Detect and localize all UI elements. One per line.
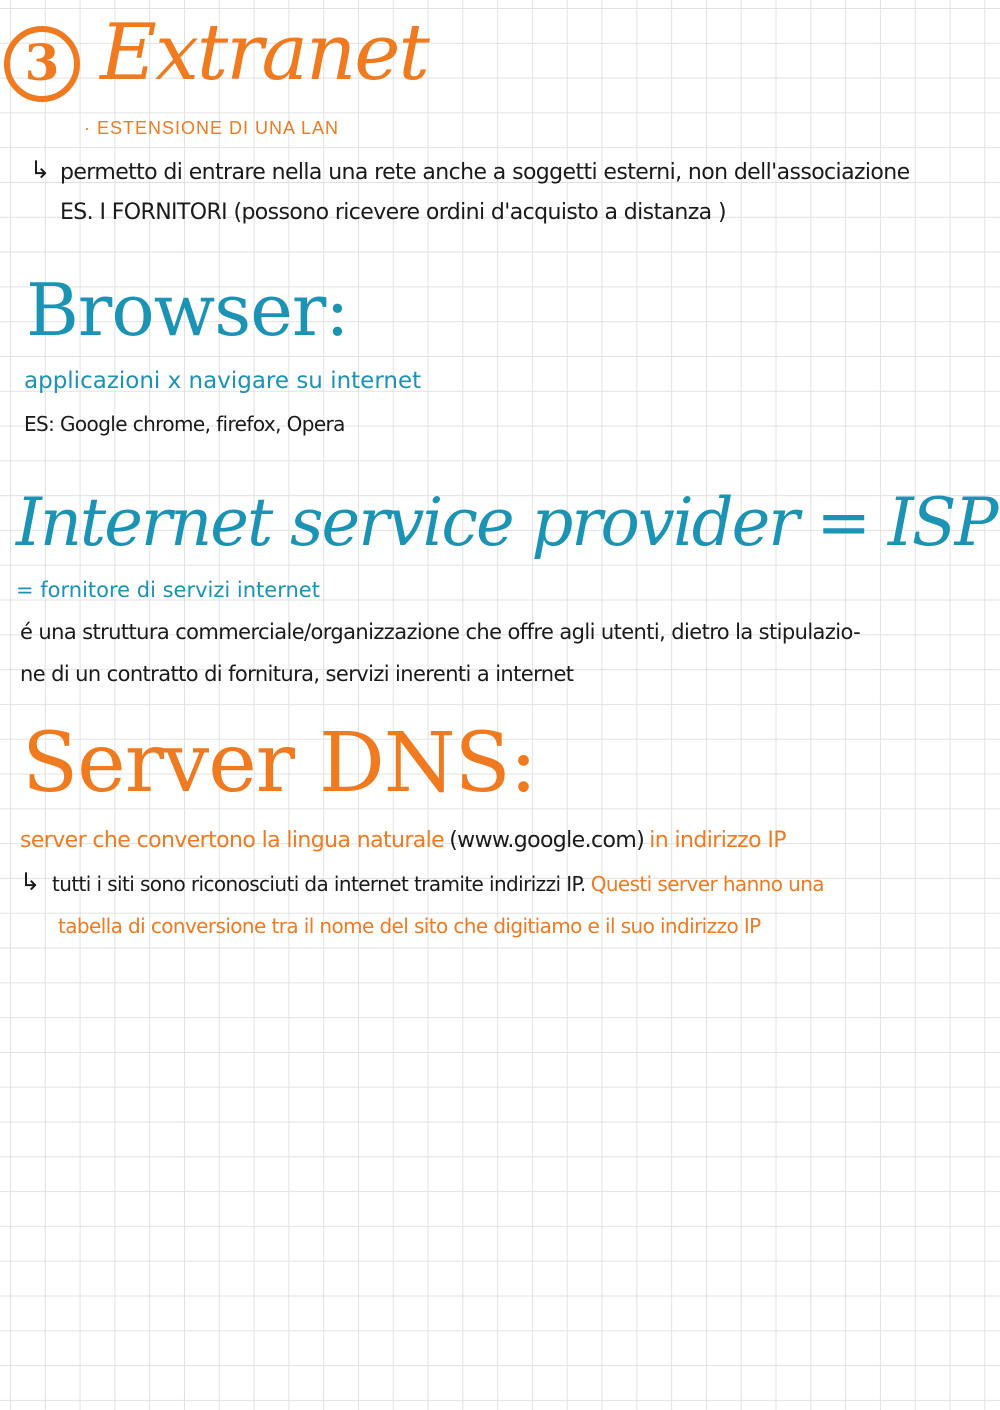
return-arrow-icon: ↳ xyxy=(30,156,51,184)
extranet-line-1: permetto di entrare nella una rete anche a soggetti esterni, non dell'associazione xyxy=(60,160,910,185)
dns-line-2-part-b: Questi server hanno una xyxy=(590,872,824,896)
isp-line-1: é una struttura commerciale/organizzazione che offre agli utenti, dietro la stipulazio- xyxy=(20,620,861,644)
dns-line-1-part-c: in indirizzo IP xyxy=(649,828,786,853)
isp-line-2: ne di un contratto di fornitura, servizi inerenti a internet xyxy=(20,662,574,686)
dns-line-3: tabella di conversione tra il nome del sito che digitiamo e il suo indirizzo IP xyxy=(58,914,761,938)
heading-isp: Internet service provider = ISP xyxy=(16,484,997,561)
dns-line-2 xyxy=(52,872,824,896)
heading-extranet: Extranet xyxy=(100,8,428,98)
dns-line-1 xyxy=(20,828,786,853)
browser-example: ES: Google chrome, firefox, Opera xyxy=(24,412,345,436)
section-number: 3 xyxy=(24,33,60,92)
isp-definition: = fornitore di servizi internet xyxy=(16,578,320,602)
section-number-badge xyxy=(4,26,80,102)
heading-browser: Browser: xyxy=(26,268,349,352)
heading-server-dns: Server DNS: xyxy=(22,716,537,811)
extranet-line-2: ES. I FORNITORI (possono ricevere ordini d'acquisto a distanza ) xyxy=(60,200,726,225)
browser-definition: applicazioni x navigare su internet xyxy=(24,368,422,394)
dns-line-2-part-a: tutti i siti sono riconosciuti da internet tramite indirizzi IP. xyxy=(52,872,586,896)
return-arrow-icon: ↳ xyxy=(20,868,41,896)
extranet-subtitle: · ESTENSIONE DI UNA LAN xyxy=(84,118,340,138)
dns-line-1-part-a: server che convertono la lingua naturale xyxy=(20,828,445,853)
dns-line-1-part-b: (www.google.com) xyxy=(449,828,645,853)
